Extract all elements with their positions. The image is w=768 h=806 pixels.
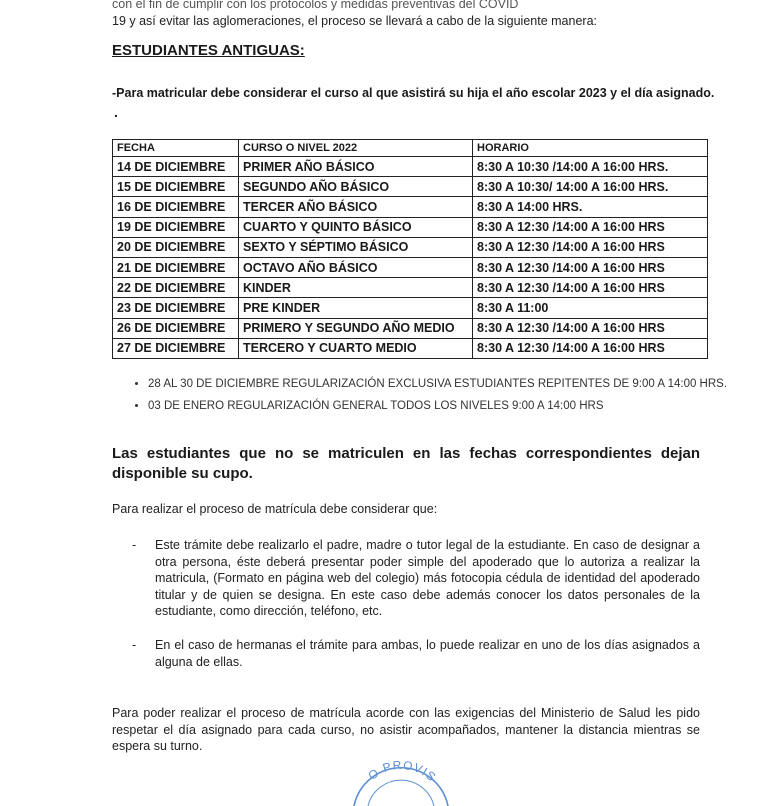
- schedule-table: [112, 139, 708, 359]
- table-row: [113, 217, 708, 237]
- intro-line-2: 19 y así evitar las aglomeraciones, el proceso se llevará a cabo de la siguiente manera:: [112, 14, 597, 28]
- cell-fecha: 21 DE DICIEMBRE: [113, 257, 239, 277]
- table-row: [113, 237, 708, 257]
- requirement-text: En el caso de hermanas el trámite para ambas, lo puede realizar en uno de los días asignados a alguna de ellas.: [155, 638, 700, 669]
- school-stamp-seal: [346, 746, 456, 806]
- requirement-item: [132, 537, 700, 620]
- requirement-item: [132, 637, 700, 670]
- intro-paragraph: [112, 0, 712, 30]
- cell-fecha: 27 DE DICIEMBRE: [113, 338, 239, 358]
- table-row: [113, 298, 708, 318]
- regularization-list: [130, 376, 738, 420]
- list-item: • 03 DE ENERO REGULARIZACIÓN GENERAL TODOS LOS NIVELES 9:00 A 14:00 HRS: [148, 398, 738, 414]
- cell-horario: 8:30 A 12:30 /14:00 A 16:00 HRS: [473, 237, 708, 257]
- dash-marker: -: [132, 538, 137, 552]
- cell-horario: 8:30 A 12:30 /14:00 A 16:00 HRS: [473, 278, 708, 298]
- table-row: [113, 157, 708, 177]
- lead-text: Para realizar el proceso de matrícula debe considerar que:: [112, 502, 438, 516]
- instruction-text: -Para matricular debe considerar el curso al que asistirá su hija el año escolar 2023 y el día asignado.: [112, 86, 715, 100]
- cell-curso: TERCERO Y CUARTO MEDIO: [239, 338, 473, 358]
- cell-curso: PRIMERO Y SEGUNDO AÑO MEDIO: [239, 318, 473, 338]
- section-title: ESTUDIANTES ANTIGUAS:: [112, 42, 305, 59]
- closing-paragraph: Para poder realizar el proceso de matrícula acorde con las exigencias del Ministerio de Salud les pido respetar el día asignado para cada curso, no asistir acompañados, mantener la distancia mientras se espera su turno.: [112, 706, 700, 753]
- header-curso: CURSO O NIVEL 2022: [239, 140, 473, 157]
- cell-fecha: 23 DE DICIEMBRE: [113, 298, 239, 318]
- stray-dot: .: [114, 104, 118, 120]
- cell-horario: 8:30 A 12:30 /14:00 A 16:00 HRS: [473, 338, 708, 358]
- table-row: [113, 318, 708, 338]
- cell-horario: 8:30 A 14:00 HRS.: [473, 197, 708, 217]
- cell-horario: 8:30 A 10:30/ 14:00 A 16:00 HRS.: [473, 177, 708, 197]
- cell-horario: 8:30 A 11:00: [473, 298, 708, 318]
- table-row: [113, 197, 708, 217]
- table-row: [113, 257, 708, 277]
- cell-horario: 8:30 A 12:30 /14:00 A 16:00 HRS: [473, 318, 708, 338]
- header-horario: HORARIO: [473, 140, 708, 157]
- intro-line-1: con el fin de cumplir con los protocolos y medidas preventivas del COVID: [112, 0, 519, 11]
- table-row: [113, 177, 708, 197]
- requirement-text: Este trámite debe realizarlo el padre, madre o tutor legal de la estudiante. En caso de designar a otra persona, éste deberá presentar poder simple del apoderado que lo autoriza a realizar la matricula, (Formato en página web del colegio) más fotocopia cédula de identidad del apoderado titular y de quien se designa. En este caso debe además conocer los datos personales de la estudiante, como dirección, teléfono, etc.: [155, 538, 700, 618]
- cell-fecha: 19 DE DICIEMBRE: [113, 217, 239, 237]
- table-row: [113, 278, 708, 298]
- warning-text: Las estudiantes que no se matriculen en las fechas correspondientes dejan disponible su cupo.: [112, 445, 700, 482]
- list-item: • 28 AL 30 DE DICIEMBRE REGULARIZACIÓN EXCLUSIVA ESTUDIANTES REPITENTES DE 9:00 A 14:00 HRS.: [148, 376, 738, 392]
- cell-curso: OCTAVO AÑO BÁSICO: [239, 257, 473, 277]
- cell-curso: CUARTO Y QUINTO BÁSICO: [239, 217, 473, 237]
- table-header-row: [113, 140, 708, 157]
- cell-curso: PRE KINDER: [239, 298, 473, 318]
- cell-horario: 8:30 A 12:30 /14:00 A 16:00 HRS: [473, 257, 708, 277]
- cell-fecha: 20 DE DICIEMBRE: [113, 237, 239, 257]
- cell-fecha: 26 DE DICIEMBRE: [113, 318, 239, 338]
- cell-horario: 8:30 A 10:30 /14:00 A 16:00 HRS.: [473, 157, 708, 177]
- cell-curso: PRIMER AÑO BÁSICO: [239, 157, 473, 177]
- dash-marker: -: [132, 638, 137, 652]
- svg-text:O PROVIS: O PROVIS: [365, 757, 440, 785]
- cell-curso: SEXTO Y SÉPTIMO BÁSICO: [239, 237, 473, 257]
- table-row: [113, 338, 708, 358]
- cell-fecha: 15 DE DICIEMBRE: [113, 177, 239, 197]
- cell-horario: 8:30 A 12:30 /14:00 A 16:00 HRS: [473, 217, 708, 237]
- cell-fecha: 14 DE DICIEMBRE: [113, 157, 239, 177]
- cell-curso: SEGUNDO AÑO BÁSICO: [239, 177, 473, 197]
- header-fecha: FECHA: [113, 140, 239, 157]
- cell-curso: KINDER: [239, 278, 473, 298]
- cell-fecha: 22 DE DICIEMBRE: [113, 278, 239, 298]
- cell-curso: TERCER AÑO BÁSICO: [239, 197, 473, 217]
- cell-fecha: 16 DE DICIEMBRE: [113, 197, 239, 217]
